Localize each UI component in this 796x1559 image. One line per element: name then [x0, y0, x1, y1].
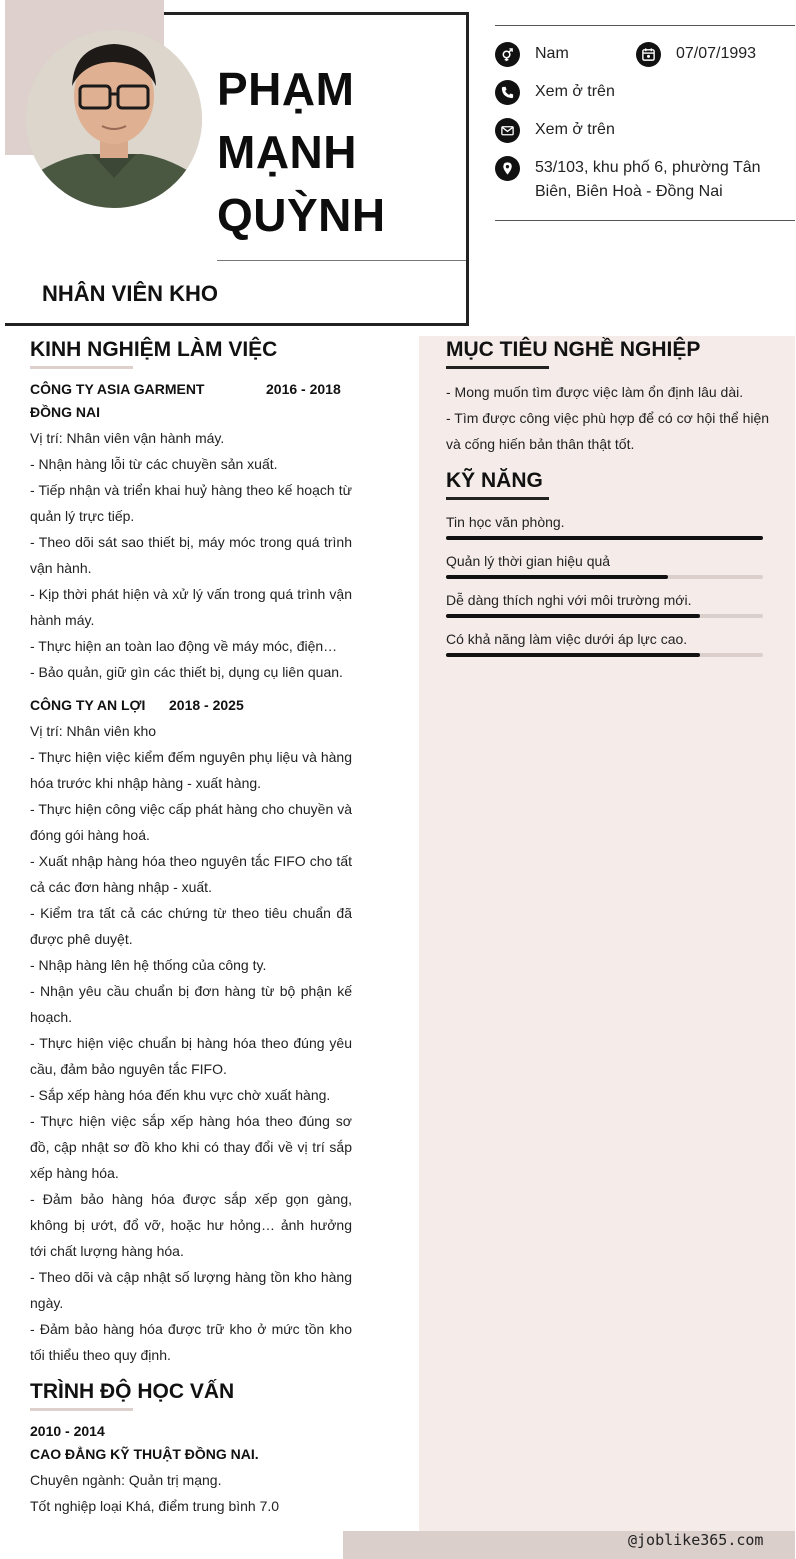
birthdate-value: 07/07/1993: [676, 45, 757, 62]
education-title: TRÌNH ĐỘ HỌC VẤN: [30, 1380, 235, 1403]
education-major: Chuyên ngành: Quản trị mạng.: [30, 1472, 222, 1488]
job-2-line-13: - Đảm bảo hàng hóa được trữ kho ở mức tồn kho tối thiểu theo quy định.: [30, 1321, 352, 1363]
contact-gender: [495, 42, 569, 67]
job-1-header: [30, 378, 350, 424]
job-1-line-7: - Bảo quản, giữ gìn các thiết bị, dụng cụ liên quan.: [30, 664, 343, 680]
job-2-line-9: - Sắp xếp hàng hóa đến khu vực chờ xuất hàng.: [30, 1087, 331, 1103]
gender-icon: [495, 42, 520, 67]
job-1-line-4: - Theo dõi sát sao thiết bị, máy móc trong quá trình vận hành.: [30, 534, 352, 576]
job-2-line-1: Vị trí: Nhân viên kho: [30, 723, 157, 739]
job-2-header: [30, 694, 350, 717]
job-1-years: 2016 - 2018: [266, 381, 341, 397]
location-icon: [495, 156, 520, 181]
skill-1-label: Tin học văn phòng.: [446, 514, 565, 530]
header-frame: [164, 12, 469, 15]
mail-icon: [495, 118, 520, 143]
experience-title: KINH NGHIỆM LÀM VIỆC: [30, 338, 278, 361]
skill-1-fill: [446, 536, 763, 540]
job-2-line-3: - Thực hiện công việc cấp phát hàng cho chuyền và đóng gói hàng hoá.: [30, 801, 352, 843]
skill-4-label: Có khả năng làm việc dưới áp lực cao.: [446, 631, 688, 647]
avatar: [26, 30, 202, 208]
education-underline: [30, 1408, 133, 1411]
job-2-line-5: - Kiểm tra tất cả các chứng từ theo tiêu chuẩn đã được phê duyệt.: [30, 905, 352, 947]
objective-title: MỤC TIÊU NGHỀ NGHIỆP: [446, 338, 701, 361]
contact-phone: [495, 80, 615, 105]
job-2-years: 2018 - 2025: [169, 697, 244, 713]
email-value: Xem ở trên: [535, 121, 615, 138]
job-2-line-6: - Nhập hàng lên hệ thống của công ty.: [30, 957, 267, 973]
education-years: 2010 - 2014: [30, 1423, 105, 1439]
job-1-line-6: - Thực hiện an toàn lao động về máy móc, điện…: [30, 638, 338, 654]
address-value: 53/103, khu phố 6, phường Tân Biên, Biên Hoà - Đồng Nai: [535, 159, 761, 200]
job-1-line-1: Vị trí: Nhân viên vận hành máy.: [30, 430, 225, 446]
education-school: CAO ĐẲNG KỸ THUẬT ĐỒNG NAI.: [30, 1446, 259, 1462]
objective-line-2: - Tìm được công việc phù hợp để có cơ hội thể hiện và cống hiến bản thân thật tốt.: [446, 410, 770, 452]
name-line-2: MẠNH: [217, 126, 357, 178]
job-2-company: CÔNG TY AN LỢI: [30, 697, 146, 713]
contact-birthdate: [636, 42, 756, 67]
job-2-line-2: - Thực hiện việc kiểm đếm nguyên phụ liệu và hàng hóa trước khi nhập hàng - xuất hàng.: [30, 749, 352, 791]
header-frame-bottom: [5, 323, 469, 326]
gender-value: Nam: [535, 45, 569, 62]
job-1-line-2: - Nhận hàng lỗi từ các chuyền sản xuất.: [30, 456, 278, 472]
skill-4-bar: [446, 653, 763, 657]
skill-3-bar: [446, 614, 763, 618]
contact-address: [495, 156, 775, 204]
header-frame-right: [466, 12, 469, 326]
name-divider: [217, 260, 466, 261]
skill-2-fill: [446, 575, 668, 579]
contact-divider-top: [495, 25, 795, 26]
name-line-3: QUỲNH: [217, 189, 386, 241]
job-2-line-10: - Thực hiện việc sắp xếp hàng hóa theo đúng sơ đồ, cập nhật sơ đồ kho khi có thay đổi về vị trí sắp xếp hàng hóa.: [30, 1113, 352, 1181]
skill-3-fill: [446, 614, 700, 618]
experience-underline: [30, 366, 133, 369]
contact-divider-bottom: [495, 220, 795, 221]
watermark: @joblike365.com: [628, 1531, 764, 1549]
phone-value: Xem ở trên: [535, 83, 615, 100]
job-1-company: CÔNG TY ASIA GARMENT ĐỒNG NAI: [30, 381, 205, 420]
objective-line-1: - Mong muốn tìm được việc làm ổn định lâu dài.: [446, 384, 744, 400]
skill-3-label: Dễ dàng thích nghi với môi trường mới.: [446, 592, 692, 608]
objective-underline: [446, 366, 549, 369]
job-2-line-4: - Xuất nhập hàng hóa theo nguyên tắc FIFO cho tất cả các đơn hàng nhập - xuất.: [30, 853, 352, 895]
contact-email: [495, 118, 615, 143]
job-2-line-7: - Nhận yêu cầu chuẩn bị đơn hàng từ bộ phận kế hoạch.: [30, 983, 352, 1025]
education-grade: Tốt nghiệp loại Khá, điểm trung bình 7.0: [30, 1498, 280, 1514]
phone-icon: [495, 80, 520, 105]
candidate-name: [217, 58, 457, 247]
job-1-line-5: - Kịp thời phát hiện và xử lý vấn trong quá trình vận hành máy.: [30, 586, 352, 628]
job-2-line-8: - Thực hiện việc chuẩn bị hàng hóa theo đúng yêu cầu, đảm bảo nguyên tắc FIFO.: [30, 1035, 352, 1077]
skills-underline: [446, 497, 549, 500]
job-2-line-12: - Theo dõi và cập nhật số lượng hàng tồn kho hàng ngày.: [30, 1269, 352, 1311]
job-title: NHÂN VIÊN KHO: [42, 281, 219, 306]
skill-2-label: Quản lý thời gian hiệu quả: [446, 553, 611, 569]
job-1-line-3: - Tiếp nhận và triển khai huỷ hàng theo kế hoạch từ quản lý trực tiếp.: [30, 482, 352, 524]
skill-1-bar: [446, 536, 763, 540]
calendar-icon: [636, 42, 661, 67]
skills-title: KỸ NĂNG: [446, 469, 543, 492]
skill-2-bar: [446, 575, 763, 579]
job-2-line-11: - Đảm bảo hàng hóa được sắp xếp gọn gàng, không bị ướt, đổ vỡ, hoặc hư hỏng… ảnh hưởng tới chất lượng hàng hóa.: [30, 1191, 352, 1259]
skill-4-fill: [446, 653, 700, 657]
name-line-1: PHẠM: [217, 63, 355, 115]
